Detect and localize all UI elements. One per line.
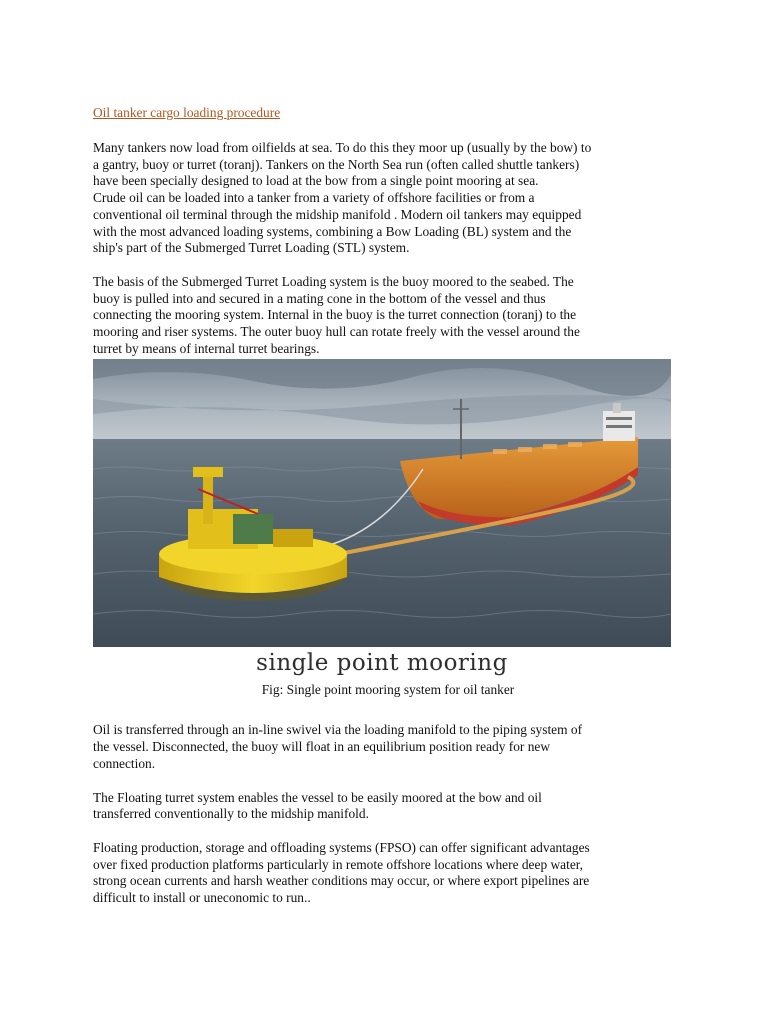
text-line: turret by means of internal turret bearings. xyxy=(93,340,320,356)
text-line: The basis of the Submerged Turret Loading system is the buoy moored to the seabed. The xyxy=(93,273,574,289)
text-line: the vessel. Disconnected, the buoy will float in an equilibrium position ready for new xyxy=(93,739,551,755)
text-line: mooring and riser systems. The outer buoy hull can rotate freely with the vessel around the xyxy=(93,324,580,340)
paragraph-2 xyxy=(93,274,683,358)
text-line: The Floating turret system enables the vessel to be easily moored at the bow and oil xyxy=(93,789,542,805)
figure-caption: Fig: Single point mooring system for oil tanker xyxy=(261,682,515,698)
text-line: connecting the mooring system. Internal in the buoy is the turret connection (toranj) to the xyxy=(93,307,577,323)
text-line: connection. xyxy=(93,755,156,771)
text-line: Oil is transferred through an in-line swivel via the loading manifold to the piping system of xyxy=(93,722,583,738)
text-line: strong ocean currents and harsh weather conditions may occur, or where export pipelines are xyxy=(93,873,590,889)
paragraph-3 xyxy=(93,722,683,772)
paragraph-1 xyxy=(93,140,683,257)
mooring-illustration xyxy=(93,359,671,647)
text-line: with the most advanced loading systems, combining a Bow Loading (BL) system and the xyxy=(93,223,572,239)
text-line: have been specially designed to load at the bow from a single point mooring at sea. xyxy=(93,173,539,189)
text-line: over fixed production platforms particularly in remote offshore locations where deep water, xyxy=(93,856,584,872)
mooring-scene xyxy=(93,359,671,647)
text-line: ship's part of the Submerged Turret Loading (STL) system. xyxy=(93,240,410,256)
paragraph-4 xyxy=(93,790,683,823)
document-page xyxy=(93,104,683,924)
text-line: a gantry, buoy or turret (toranj). Tankers on the North Sea run (often called shuttle tankers) xyxy=(93,156,580,172)
text-line: difficult to install or uneconomic to run.. xyxy=(93,890,311,906)
text-line: Crude oil can be loaded into a tanker from a variety of offshore facilities or from a xyxy=(93,190,535,206)
figure-banner: single point mooring xyxy=(256,650,508,677)
text-line: Floating production, storage and offloading systems (FPSO) can offer significant advantages xyxy=(93,839,590,855)
paragraph-5 xyxy=(93,840,683,907)
text-line: Many tankers now load from oilfields at sea. To do this they moor up (usually by the bow) to xyxy=(93,140,592,155)
text-line: buoy is pulled into and secured in a mating cone in the bottom of the vessel and thus xyxy=(93,290,546,306)
text-line: conventional oil terminal through the midship manifold . Modern oil tankers may equipped xyxy=(93,206,582,222)
text-line: transferred conventionally to the midship manifold. xyxy=(93,806,369,822)
document-title[interactable]: Oil tanker cargo loading procedure xyxy=(93,105,281,120)
